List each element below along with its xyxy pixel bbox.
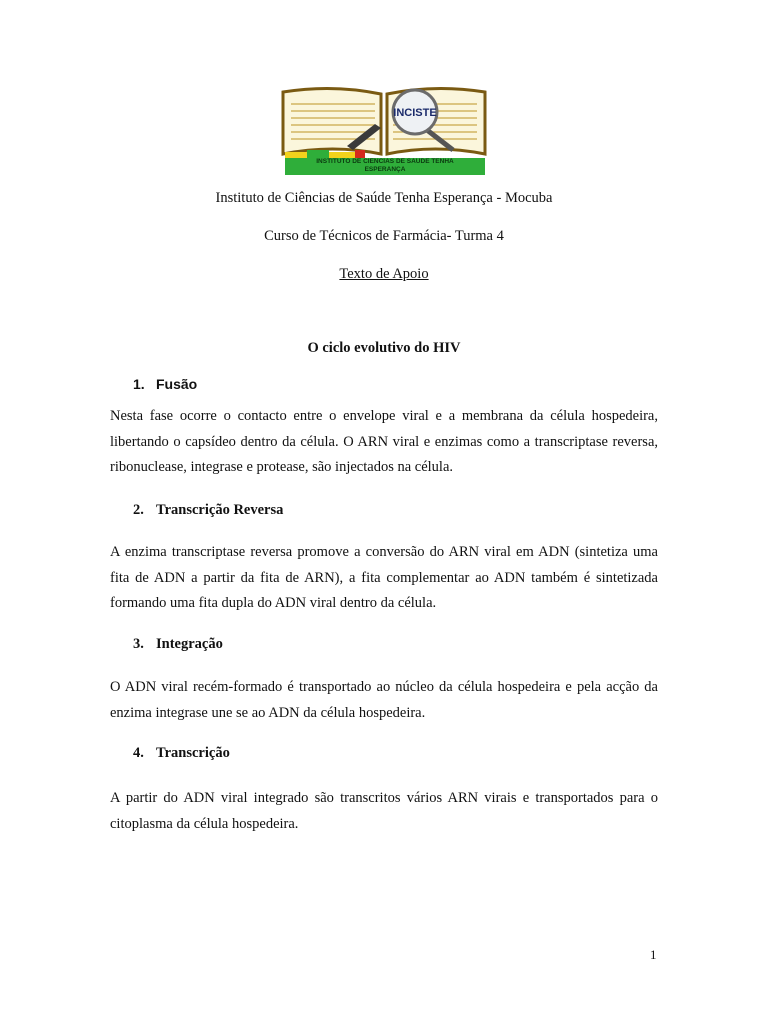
section-title: Transcrição Reversa — [156, 502, 284, 518]
section-body: A partir do ADN viral integrado são transcritos vários ARN virais e transportados para o citoplasma da célula hospedeira. — [110, 790, 658, 832]
section-body: Nesta fase ocorre o contacto entre o envelope viral e a membrana da célula hospedeira, libertando o capsídeo dentro da célula. O ARN viral e enzimas como a transcriptase reversa, ribonuclease, integrase e protease, são injectados na célula. — [110, 408, 658, 475]
section-title: Integração — [156, 636, 223, 652]
section-heading — [133, 745, 230, 762]
section-body: O ADN viral recém-formado é transportado ao núcleo da célula hospedeira e pela acção da enzima integrase une se ao ADN da célula hospedeira. — [110, 679, 658, 721]
course-name: Curso de Técnicos de Farmácia- Turma 4 — [264, 228, 504, 244]
logo-badge-text: INCISTE — [393, 107, 437, 119]
section-number: 4. — [133, 745, 144, 761]
inciste-logo — [277, 84, 491, 177]
section-title: Fusão — [156, 376, 198, 392]
section-number: 1. — [133, 376, 145, 392]
document-title: O ciclo evolutivo do HIV — [307, 340, 461, 356]
section-heading — [133, 376, 197, 392]
document-type: Texto de Apoio — [339, 266, 429, 282]
section-number: 2. — [133, 502, 144, 518]
page-number: 1 — [650, 947, 657, 962]
section-number: 3. — [133, 636, 144, 652]
section-title: Transcrição — [156, 745, 230, 761]
section-heading — [133, 636, 223, 653]
section-body: A enzima transcriptase reversa promove a conversão do ARN viral em ADN (sintetiza uma fita de ADN a partir da fita de ARN), a fita complementar ao ADN também é sintetizada formando uma fita dupla do ADN viral dentro da célula. — [110, 544, 658, 611]
section-heading — [133, 502, 283, 519]
logo-banner-text: INSTITUTO DE CIENCIAS DE SAÚDE TENHA ESPERANÇA — [316, 158, 454, 173]
institute-name: Instituto de Ciências de Saúde Tenha Esperança - Mocuba — [215, 190, 553, 206]
